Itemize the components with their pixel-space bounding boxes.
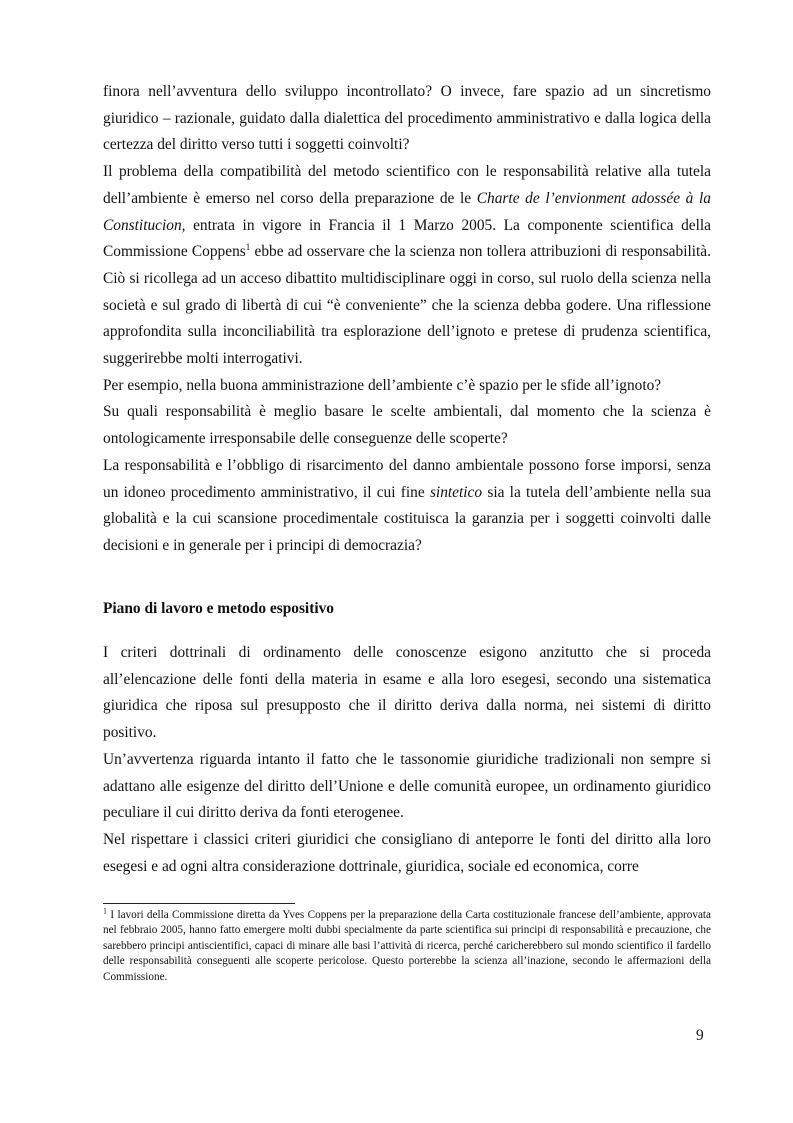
text-run: sia la tutela dell’ambiente nella sua globalità e la cui scansione procedimentale costituisca la garanzia per i soggetti coinvolti dalle decisioni e in generale per i principi di democrazia?	[103, 483, 711, 554]
body-text-bottom	[103, 640, 711, 880]
page-number: 9	[696, 1027, 704, 1044]
footnote	[103, 908, 711, 985]
text-run: La responsabilità e l’obbligo di risarcimento del danno ambientale possono forse imporsi, senza un idoneo procedimento amministrativo, il cui fine	[103, 456, 711, 501]
paragraph: Nel rispettare i classici criteri giuridici che consigliano di anteporre le fonti del diritto alla loro esegesi e ad ogni altra considerazione dottrinale, giuridica, sociale ed economica, corre	[103, 830, 711, 875]
footnote-reference: 1	[245, 242, 251, 253]
text-run: entrata in vigore in Francia il 1 Marzo 2005. La componente scientifica della Commissione Coppens	[103, 216, 711, 261]
footnote-marker: 1	[103, 906, 107, 916]
paragraph	[103, 453, 711, 560]
paragraph: I criteri dottrinali di ordinamento delle conoscenze esigono anzitutto che si proceda all’elencazione delle fonti della materia in esame e alla loro esegesi, secondo una sistematica giuridica che riposa sul presupposto che il diritto deriva dalla norma, nei sistemi di diritto positivo.	[103, 644, 711, 742]
italic-word: sintetico	[429, 483, 483, 501]
text-run: Il problema della compatibilità del metodo scientifico con le responsabilità relative alla tutela dell’ambiente è emerso nel corso della preparazione de le	[103, 163, 711, 207]
paragraph: finora nell’avventura dello sviluppo incontrollato? O invece, fare spazio ad un sincretismo giuridico – razionale, guidato dalla dialettica del procedimento amministrativo e dalla logica della certezza del diritto verso tutti i soggetti coinvolti?	[103, 83, 711, 154]
footnote-text: I lavori della Commissione diretta da Yves Coppens per la preparazione della Carta costituzionale francese dell’ambiente, approvata nel febbraio 2005, hanno fatto emergere molti dubbi specialmente da parte scientifica sui principi di responsabilità e precauzione, che sarebbero principi antiscientifici, capaci di minare alle basi l’attività di ricerca, perché caricherebbero sul mondo scientifico il fardello delle responsabilità conseguenti alle scoperte pericolose. Questo porterebbe la scienza all’inazione, secondo le affermazioni della Commissione.	[103, 909, 711, 983]
paragraph: Su quali responsabilità è meglio basare le scelte ambientali, dal momento che la scienza è ontologicamente irresponsabile delle conseguenze delle scoperte?	[103, 403, 711, 448]
body-text-top	[103, 79, 711, 560]
section-heading: Piano di lavoro e metodo espositivo	[103, 600, 335, 617]
italic-title: Charte de l’envionment adossée à la Constitucion,	[103, 189, 711, 234]
paragraph	[103, 159, 711, 373]
text-run: ebbe ad osservare che la scienza non tollera attribuzioni di responsabilità. Ciò si ricollega ad un acceso dibattito multidisciplinare oggi in corso, sul ruolo della scienza nella società e sul grado di libertà di cui “è conveniente” che la scienza debba godere. Una riflessione approfondita sulla inconciliabilità tra esplorazione dell’ignoto e pretese di prudenza scientifica, suggerirebbe molti interrogativi.	[103, 243, 711, 368]
footnote-divider	[103, 903, 295, 904]
paragraph: Per esempio, nella buona amministrazione dell’ambiente c’è spazio per le sfide all’ignoto?	[103, 376, 662, 394]
paragraph: Un’avvertenza riguarda intanto il fatto che le tassonomie giuridiche tradizionali non sempre si adattano alle esigenze del diritto dell’Unione e delle comunità europee, un ordinamento giuridico peculiare il cui diritto deriva da fonti eterogenee.	[103, 750, 711, 822]
